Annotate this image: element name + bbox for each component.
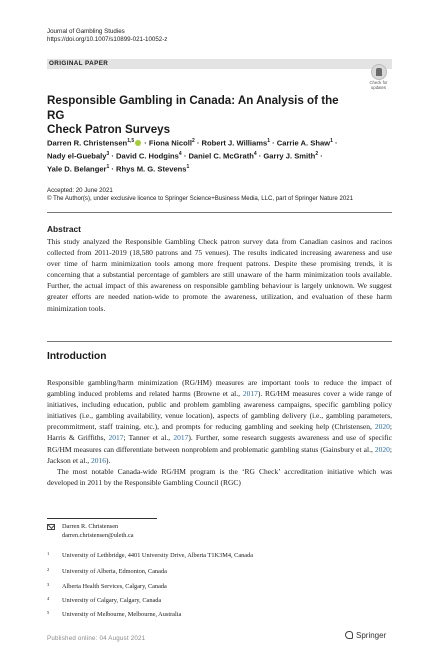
citation-link[interactable]: 2020 <box>374 444 390 454</box>
author-name[interactable]: Rhys M. G. Stevens <box>116 164 187 174</box>
article-type-band <box>47 59 392 69</box>
author-name[interactable]: Carrie A. Shaw <box>276 138 331 148</box>
author-name[interactable]: Robert J. Williams <box>201 138 268 148</box>
author-name[interactable]: David C. Hodgins <box>116 151 179 161</box>
divider <box>47 212 392 213</box>
citation-link[interactable]: 2020 <box>374 422 390 432</box>
copyright-line: © The Author(s), under exclusive licence to Springer Science+Business Media, LLC, part of Springer Nature 2021 <box>47 195 354 203</box>
author-name[interactable]: Garry J. Smith <box>263 151 316 161</box>
contact-email[interactable]: darren.christensen@uleth.ca <box>62 531 134 539</box>
crossmark-label-2: updates <box>371 85 386 90</box>
author-name[interactable]: Daniel C. McGrath <box>188 151 254 161</box>
journal-header <box>47 28 167 44</box>
orcid-icon[interactable] <box>135 140 141 146</box>
author-list: Darren R. Christensen$^{1,5}$ · Fiona Nicoll$^2$ · Robert J. Williams$^1$ · Carrie A. Shaw$^1$ · Nady el-Guebaly$^3$ · David C. Hodgins$^4$ · Daniel C. McGrath$^4$ · Garry J. Smith$^2$ · Yale D. Belanger$^1$ · Rhys M. G. Stevens$^1$ <box>47 138 338 174</box>
author-name[interactable]: Fiona Nicoll <box>148 138 192 148</box>
abstract-text: This study analyzed the Responsible Gambling Check patron survey data from Canadian casinos and racinos collected from 2011-2019 (18,580 patrons and 75 venues). The results indicated increasing awareness and use over time of harm minimization tools among more frequent patrons. Despite these promising trends, it is concerning that a substantial percentage of gamblers are still unaware of the harm minimization tools available. Further, the actual impact of this awareness on responsible gambling behaviour is largely unknown. We suggest greater efforts are needed nation-wide to promote the awareness, utilization, and evaluation of these harm minimization tools. <box>47 237 392 313</box>
divider <box>47 341 392 342</box>
author-name[interactable]: Darren R. Christensen <box>47 138 128 148</box>
journal-doi[interactable]: https://doi.org/10.1007/s10899-021-10052-z <box>47 36 168 43</box>
footnote-divider <box>47 518 157 519</box>
introduction-text <box>47 377 392 488</box>
contact-name: Darren R. Christensen <box>62 523 119 530</box>
abstract-heading: Abstract <box>47 224 81 234</box>
crossmark-icon <box>371 64 387 80</box>
citation-link[interactable]: 2017 <box>108 433 124 443</box>
springer-horse-icon <box>345 631 353 639</box>
envelope-icon <box>47 524 55 530</box>
citation-link[interactable]: 2017 <box>173 433 189 443</box>
article-title: Responsible Gambling in Canada: An Analysis of the RG Check Patron Surveys <box>47 94 339 136</box>
crossmark-label-1: Check for <box>369 80 388 85</box>
article-type: ORIGINAL PAPER <box>49 60 109 67</box>
citation-link[interactable]: 2016 <box>90 455 106 465</box>
published-online: Published online: 04 August 2021 <box>47 635 146 642</box>
author-name[interactable]: Yale D. Belanger <box>47 164 107 174</box>
intro-paragraph-2: The most notable Canada-wide RG/HM program is the ‘RG Check’ accreditation initiative which was developed in 2011 by the Responsible Gambling Council (RGC) <box>47 466 392 487</box>
author-name[interactable]: Nady el-Guebaly <box>47 151 107 161</box>
journal-name: Journal of Gambling Studies <box>47 28 125 35</box>
accepted-date: Accepted: 20 June 2021 <box>47 187 113 194</box>
introduction-heading: Introduction <box>47 351 107 362</box>
citation-link[interactable]: 2017 <box>242 389 258 399</box>
crossmark-badge[interactable] <box>365 64 392 93</box>
intro-paragraph-1: Responsible gambling/harm minimization (RG/HM) measures are important tools to reduce the impact of gambling induced problems and related harms (Browne et al., 2017). RG/HM measures cover a wide range of initiatives, including education, public and problem gambling awareness campaigns, specific gambling policy initiatives (i.e., gambling availability, venue location), aspects of gambling delivery (i.e., gambling parameters, precommitment, staff training, etc.), and prompts for reducing gambling and seeking help (Christensen, 2020; Harris & Griffiths, 2017; Tanner et al., 2017). Further, some research suggests awareness and use of specific RG/HM measures can differentiate between nonproblem and problematic gambling status (Gainsbury et al., 2020; Jackson et al., 2016). <box>47 378 392 465</box>
publication-dates <box>47 187 353 204</box>
publisher-logo: Springer <box>345 631 386 640</box>
paper-page: Journal of Gambling Studies https://doi.org/10.1007/s10899-021-10052-z ORIGINAL PAPER Check for updates Responsible Gambling in Canada: An Analysis of the RG Check Patron Surveys Darren R. Christensen$^{1,5}$ · Fiona Nicoll$^2$ · Robert J. Williams$^1$ · Carrie A. Shaw$^1$ · Nady el-Guebaly$^3$ · David C. Hodgins$^4$ · Daniel C. McGrath$^4$ · Garry J. Smith$^2$ · Yale D. Belanger$^1$ · Rhys M. G. Stevens$^1$ Accepted: 20 June 2021 © The Author(s), under exclusive licence to Springer Science+Business Media, LLC, part of Springer Nature 2021 Abstract This study analyzed the Responsible Gambling Check patron survey data from Canadian casinos and racinos collected from 2011-2019 (18,580 patrons and 75 venues). The results indicated increasing awareness and use over time of harm minimization tools among more frequent patrons. Despite these promising trends, it is concerning that a substantial percentage of gamblers are still unaware of the harm minimization tools available. Further, the actual impact of this awareness on responsible gambling behaviour is largely unknown. We suggest greater efforts are needed nation-wide to promote the awareness, utilization, and evaluation of these harm minimization tools. Introduction Responsible gambling/harm minimization (RG/HM) measures are important tools to reduce the impact of gambling induced problems and related harms (Browne et al., 2017). RG/HM measures cover a wide range of initiatives, including education, public and problem gambling awareness campaigns, specific gambling policy initiatives (i.e., gambling availability, venue location), aspects of gambling delivery (i.e., gambling parameters, precommitment, staff training, etc.), and prompts for reducing gambling and seeking help (Christensen, 2020; Harris & Griffiths, 2017; Tanner et al., 2017). Further, some research suggests awareness and use of specific RG/HM measures can differentiate between nonproblem and problematic gambling status (Gainsbury et al., 2020; Jackson et al., 2016). The most notable Canada-wide RG/HM program is the ‘RG Check’ accreditation initiative which was developed in 2011 by the Responsible Gambling Council (RGC) Darren R. Christensen darren.christensen@uleth.ca 1 University of Lethbridge, 4401 University Drive, Alberta T1K3M4, Canada 2 University of Alberta, Edmonton, Canada 3 Alberta Health Services, Calgary, Canada 4 University of Calgary, Calgary, Canada 5 University of Melbourne, Melbourne, Australia Published online: 04 August 2021 Springer <box>47 28 392 642</box>
